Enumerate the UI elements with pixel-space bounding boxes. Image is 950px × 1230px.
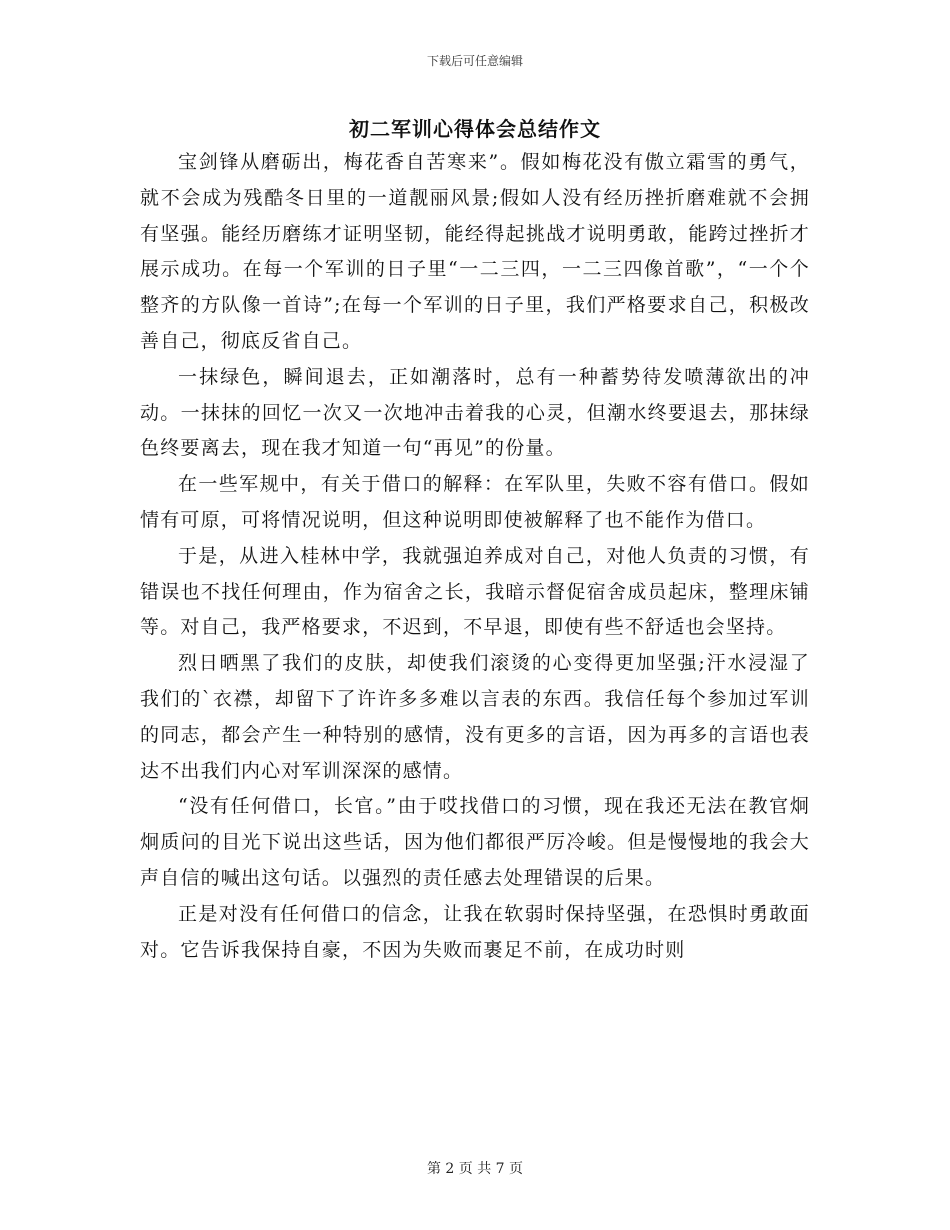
- document-body: [140, 145, 810, 968]
- paragraph: 于是，从进入桂林中学，我就强迫养成对自己，对他人负责的习惯，有错误也不找任何理由，作为宿舍之长，我暗示督促宿舍成员起床，整理床铺等。对自己，我严格要求，不迟到，不早退，即使有些不舒适也会坚持。: [140, 544, 810, 639]
- paragraph: 正是对没有任何借口的信念，让我在软弱时保持坚强，在恐惧时勇敢面对。它告诉我保持自豪，不因为失败而裹足不前，在成功时则: [140, 902, 810, 961]
- paragraph: 宝剑锋从磨砺出，梅花香自苦寒来”。假如梅花没有傲立霜雪的勇气，就不会成为残酷冬日里的一道靓丽风景;假如人没有经历挫折磨难就不会拥有坚强。能经历磨练才证明坚韧，能经得起挑战才说明勇敢，能跨过挫折才展示成功。在每一个军训的日子里“一二三四，一二三四像首歌”，“一个个整齐的方队像一首诗”;在每一个军训的日子里，我们严格要求自己，积极改善自己，彻底反省自己。: [140, 151, 810, 352]
- paragraph: 一抹绿色，瞬间退去，正如潮落时，总有一种蓄势待发喷薄欲出的冲动。一抹抹的回忆一次又一次地冲击着我的心灵，但潮水终要退去，那抹绿色终要离去，现在我才知道一句“再见”的份量。: [140, 365, 810, 460]
- paragraph: 烈日晒黑了我们的皮肤，却使我们滚烫的心变得更加坚强;汗水浸湿了我们的`衣襟，却留下了许许多多难以言表的东西。我信任每个参加过军训的同志，都会产生一种特别的感情，没有更多的言语，因为再多的言语也表达不出我们内心对军训深深的感情。: [140, 652, 810, 782]
- header-note: 下载后可任意编辑: [426, 54, 523, 68]
- paragraph: “没有任何借口，长官。”由于哎找借口的习惯，现在我还无法在教官炯炯质问的目光下说出这些话，因为他们都很严厉冷峻。但是慢慢地的我会大声自信的喊出这句话。以强烈的责任感去处理错误的后果。: [140, 795, 810, 889]
- paragraph: 在一些军规中，有关于借口的解释：在军队里，失败不容有借口。假如情有可原，可将情况说明，但这种说明即使被解释了也不能作为借口。: [140, 473, 810, 531]
- document-title: 初二军训心得体会总结作文: [349, 117, 601, 141]
- page-number-footer: 第 2 页 共 7 页: [426, 1161, 524, 1177]
